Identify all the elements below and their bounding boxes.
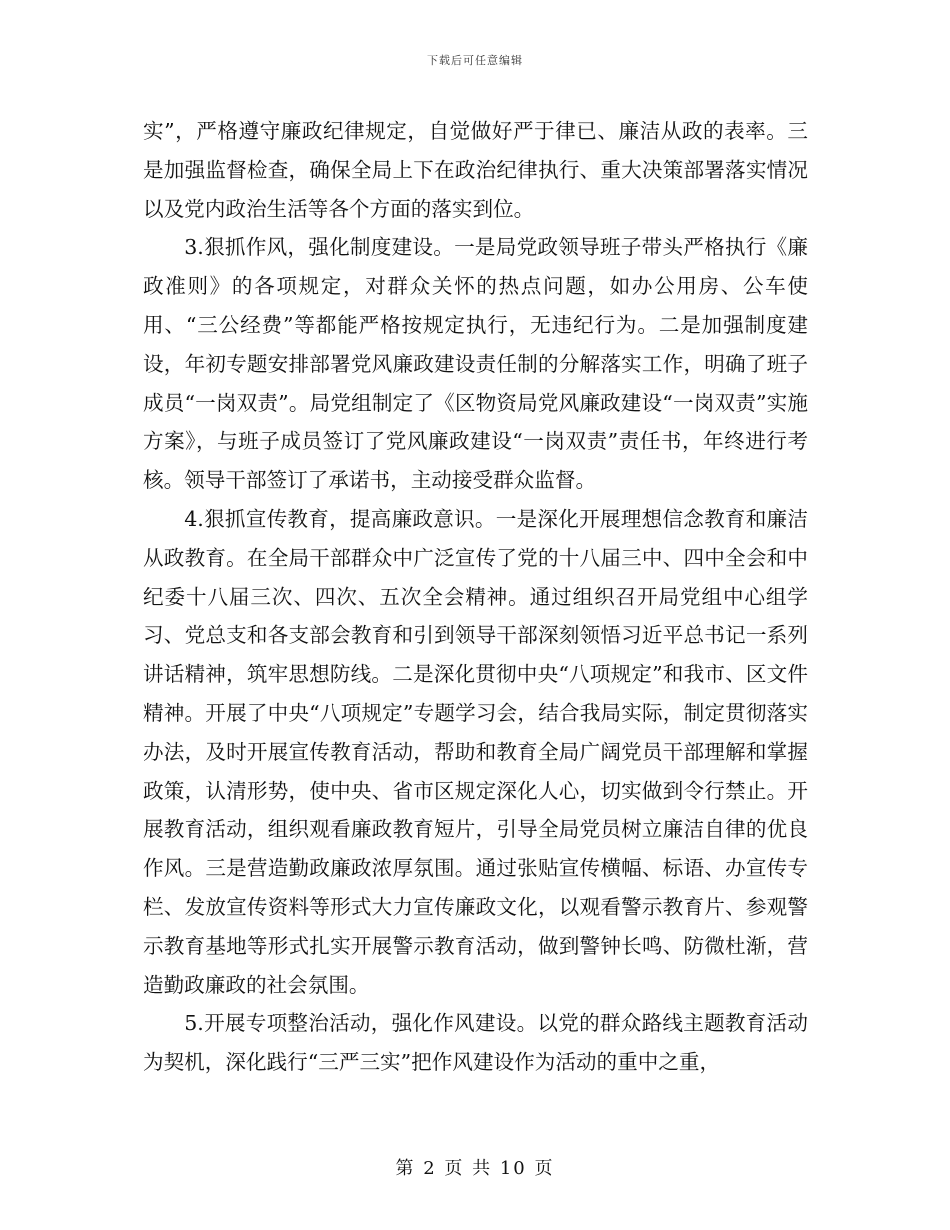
page-number: 第 2 页 共 10 页 — [395, 1158, 555, 1179]
page-header: 下载后可任意编辑 — [427, 54, 523, 67]
paragraph-3: 4.狠抓宣传教育，提高廉政意识。一是深化开展理想信念教育和廉洁从政教育。在全局干部群众中广泛宣传了党的十八届三中、四中全会和中纪委十八届三次、四次、五次全会精神。通过组织召开局党组中心组学习、党总支和各支部会教育和引到领导干部深刻领悟习近平总书记一系列讲话精神，筑牢思想防线。二是深化贯彻中央“八项规定”和我市、区文件精神。开展了中央“八项规定”专题学习会，结合我局实际，制定贯彻落实办法，及时开展宣传教育活动，帮助和教育全局广阔党员干部理解和掌握政策，认清形势，使中央、省市区规定深化人心，切实做到令行禁止。开展教育活动，组织观看廉政教育短片，引导全局党员树立廉洁自律的优良作风。三是营造勤政廉政浓厚氛围。通过张贴宣传横幅、标语、办宣传专栏、发放宣传资料等形式大力宣传廉政文化，以观看警示教育片、参观警示教育基地等形式扎实开展警示教育活动，做到警钟长鸣、防微杜渐，营造勤政廉政的社会氛围。 — [143, 506, 808, 997]
document-body — [143, 112, 808, 1082]
paragraph-1: 实”，严格遵守廉政纪律规定，自觉做好严于律已、廉洁从政的表率。三是加强监督检查，确保全局上下在政治纪律执行、重大决策部署落实情况以及党内政治生活等各个方面的落实到位。 — [143, 119, 808, 221]
paragraph-2: 3.狠抓作风，强化制度建设。一是局党政领导班子带头严格执行《廉政准则》的各项规定，对群众关怀的热点问题，如办公用房、公车使用、“三公经费”等都能严格按规定执行，无违纪行为。二是加强制度建设，年初专题安排部署党风廉政建设责任制的分解落实工作，明确了班子成员“一岗双责”。局党组制定了《区物资局党风廉政建设“一岗双责”实施方案》，与班子成员签订了党风廉政建设“一岗双责”责任书，年终进行考核。领导干部签订了承诺书，主动接受群众监督。 — [143, 235, 808, 493]
paragraph-4: 5.开展专项整治活动，强化作风建设。以党的群众路线主题教育活动为契机，深化践行“三严三实”把作风建设作为活动的重中之重， — [143, 1011, 808, 1075]
